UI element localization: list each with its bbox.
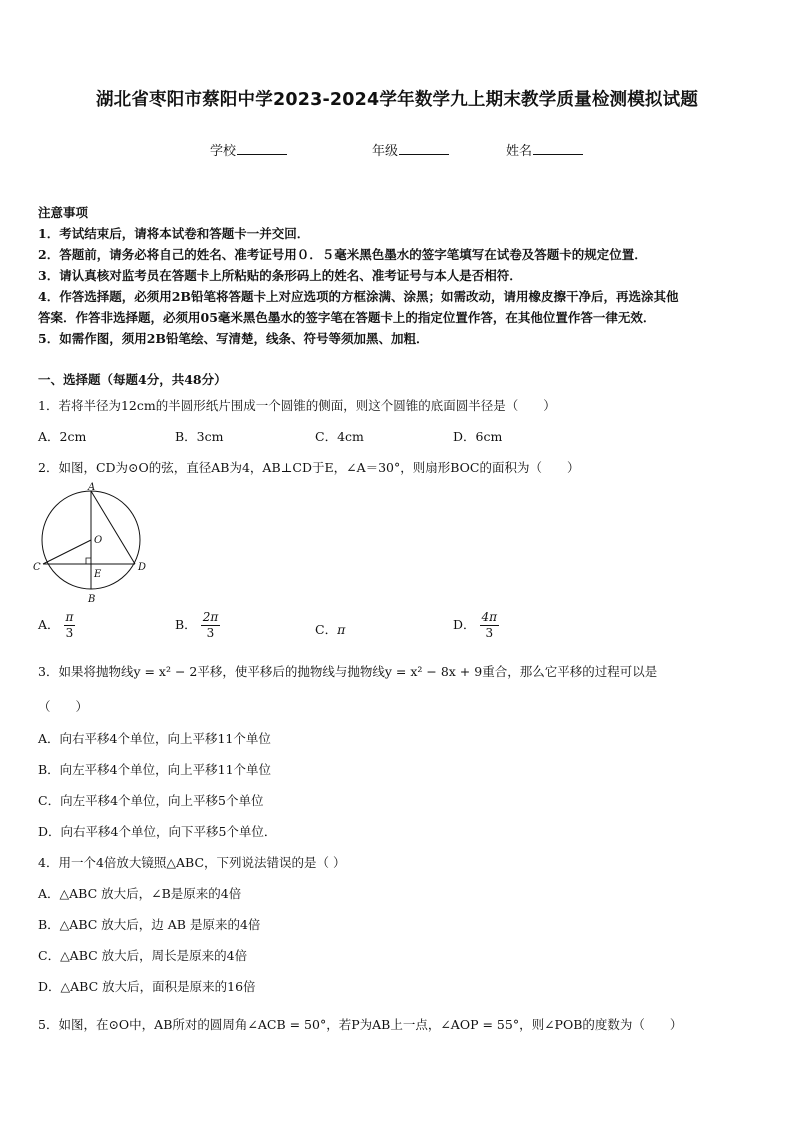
point-b-label: B	[88, 594, 96, 605]
q4-option-d[interactable]: D．△ABC 放大后，面积是原来的16倍	[38, 979, 256, 994]
fraction-numerator: π	[65, 610, 74, 624]
fraction-numerator: 2π	[202, 610, 219, 624]
name-blank[interactable]	[533, 143, 583, 155]
q2-option-c-prefix: C．	[315, 622, 338, 637]
q2-option-d-prefix: D．	[453, 617, 476, 632]
q1-option-d[interactable]: D．6cm	[453, 429, 503, 444]
fraction-denominator: 3	[485, 626, 494, 640]
q2-stem: 2．如图，CD为⊙O的弦，直径AB为4，AB⊥CD于E，∠A＝30°，则扇形BOC的面积为（ ）	[38, 460, 580, 475]
point-d-label: D	[138, 562, 147, 573]
q4-option-a[interactable]: A．△ABC 放大后，∠B是原来的4倍	[38, 886, 242, 901]
school-blank[interactable]	[237, 143, 287, 155]
q2-option-d[interactable]	[453, 610, 499, 641]
q3-paren: （ ）	[38, 699, 89, 714]
q2-option-a-prefix: A．	[38, 617, 60, 632]
grade-field	[372, 140, 449, 159]
section-heading: 一、选择题（每题4分，共48分）	[38, 372, 227, 387]
q3-option-d[interactable]: D．向右平移4个单位，向下平移5个单位．	[38, 824, 277, 839]
name-field	[506, 140, 583, 159]
point-e-label: E	[94, 569, 102, 580]
point-o-label: O	[94, 535, 103, 546]
q3-stem: 3．如果将抛物线y = x² − 2平移，使平移后的抛物线与抛物线y = x² − 8x + 9重合，那么它平移的过程可以是	[38, 664, 658, 679]
q2-option-d-fraction	[480, 610, 500, 641]
q3-option-a[interactable]: A．向右平移4个单位，向上平移11个单位	[38, 731, 271, 746]
point-c-label: C	[33, 562, 41, 573]
page-title: 湖北省枣阳市蔡阳中学2023-2024学年数学九上期末教学质量检测模拟试题	[95, 90, 699, 110]
q1-option-b[interactable]: B．3cm	[175, 429, 224, 444]
q2-circle-figure	[30, 480, 156, 608]
school-field	[210, 140, 287, 159]
q1-option-c[interactable]: C．4cm	[315, 429, 364, 444]
q2-option-b[interactable]	[175, 610, 220, 641]
q5-stem: 5．如图，在⊙O中，AB所对的圆周角∠ACB = 50°，若P为AB上一点，∠AOP = 55°，则∠POB的度数为（ ）	[38, 1017, 683, 1032]
fraction-denominator: 3	[206, 626, 215, 640]
school-label: 学校	[210, 144, 237, 159]
notice-item: 3．请认真核对监考员在答题卡上所粘贴的条形码上的姓名、准考证号与本人是否相符．	[38, 268, 522, 283]
q2-option-a-fraction	[64, 610, 76, 641]
point-a-label: A	[88, 482, 96, 493]
q4-option-c[interactable]: C．△ABC 放大后，周长是原来的4倍	[38, 948, 248, 963]
notice-heading: 注意事项	[38, 205, 89, 220]
q2-option-b-prefix: B．	[175, 617, 197, 632]
q2-option-c-value: π	[337, 622, 346, 637]
notice-item: 2．答题前，请务必将自己的姓名、准考证号用０．５毫米黑色墨水的签字笔填写在试卷及答题卡的规定位置．	[38, 247, 647, 262]
q2-option-b-fraction	[201, 610, 221, 641]
q2-option-c[interactable]	[315, 620, 345, 638]
notice-item: 答案．作答非选择题，必须用05毫米黑色墨水的签字笔在答题卡上的指定位置作答，在其他位置作答一律无效．	[38, 310, 656, 325]
q3-option-b[interactable]: B．向左平移4个单位，向上平移11个单位	[38, 762, 272, 777]
name-label: 姓名	[506, 144, 533, 159]
notice-item: 4．作答选择题，必须用2B铅笔将答题卡上对应选项的方框涂满、涂黑；如需改动，请用橡皮擦干净后，再选涂其他	[38, 289, 679, 304]
q1-stem: 1．若将半径为12cm的半圆形纸片围成一个圆锥的侧面，则这个圆锥的底面圆半径是（ ）	[38, 398, 556, 413]
grade-blank[interactable]	[399, 143, 449, 155]
q4-option-b[interactable]: B．△ABC 放大后，边 AB 是原来的4倍	[38, 917, 261, 932]
q2-option-a[interactable]	[38, 610, 75, 641]
notice-item: 1．考试结束后，请将本试卷和答题卡一并交回．	[38, 226, 310, 241]
grade-label: 年级	[372, 144, 399, 159]
q4-stem: 4．用一个4倍放大镜照△ABC，下列说法错误的是（ ）	[38, 855, 346, 870]
q3-option-c[interactable]: C．向左平移4个单位，向上平移5个单位	[38, 793, 264, 808]
notice-item: 5．如需作图，须用2B铅笔绘、写清楚，线条、符号等须加黑、加粗．	[38, 331, 429, 346]
fraction-denominator: 3	[65, 626, 74, 640]
fraction-numerator: 4π	[481, 610, 498, 624]
q1-option-a[interactable]: A．2cm	[38, 429, 87, 444]
